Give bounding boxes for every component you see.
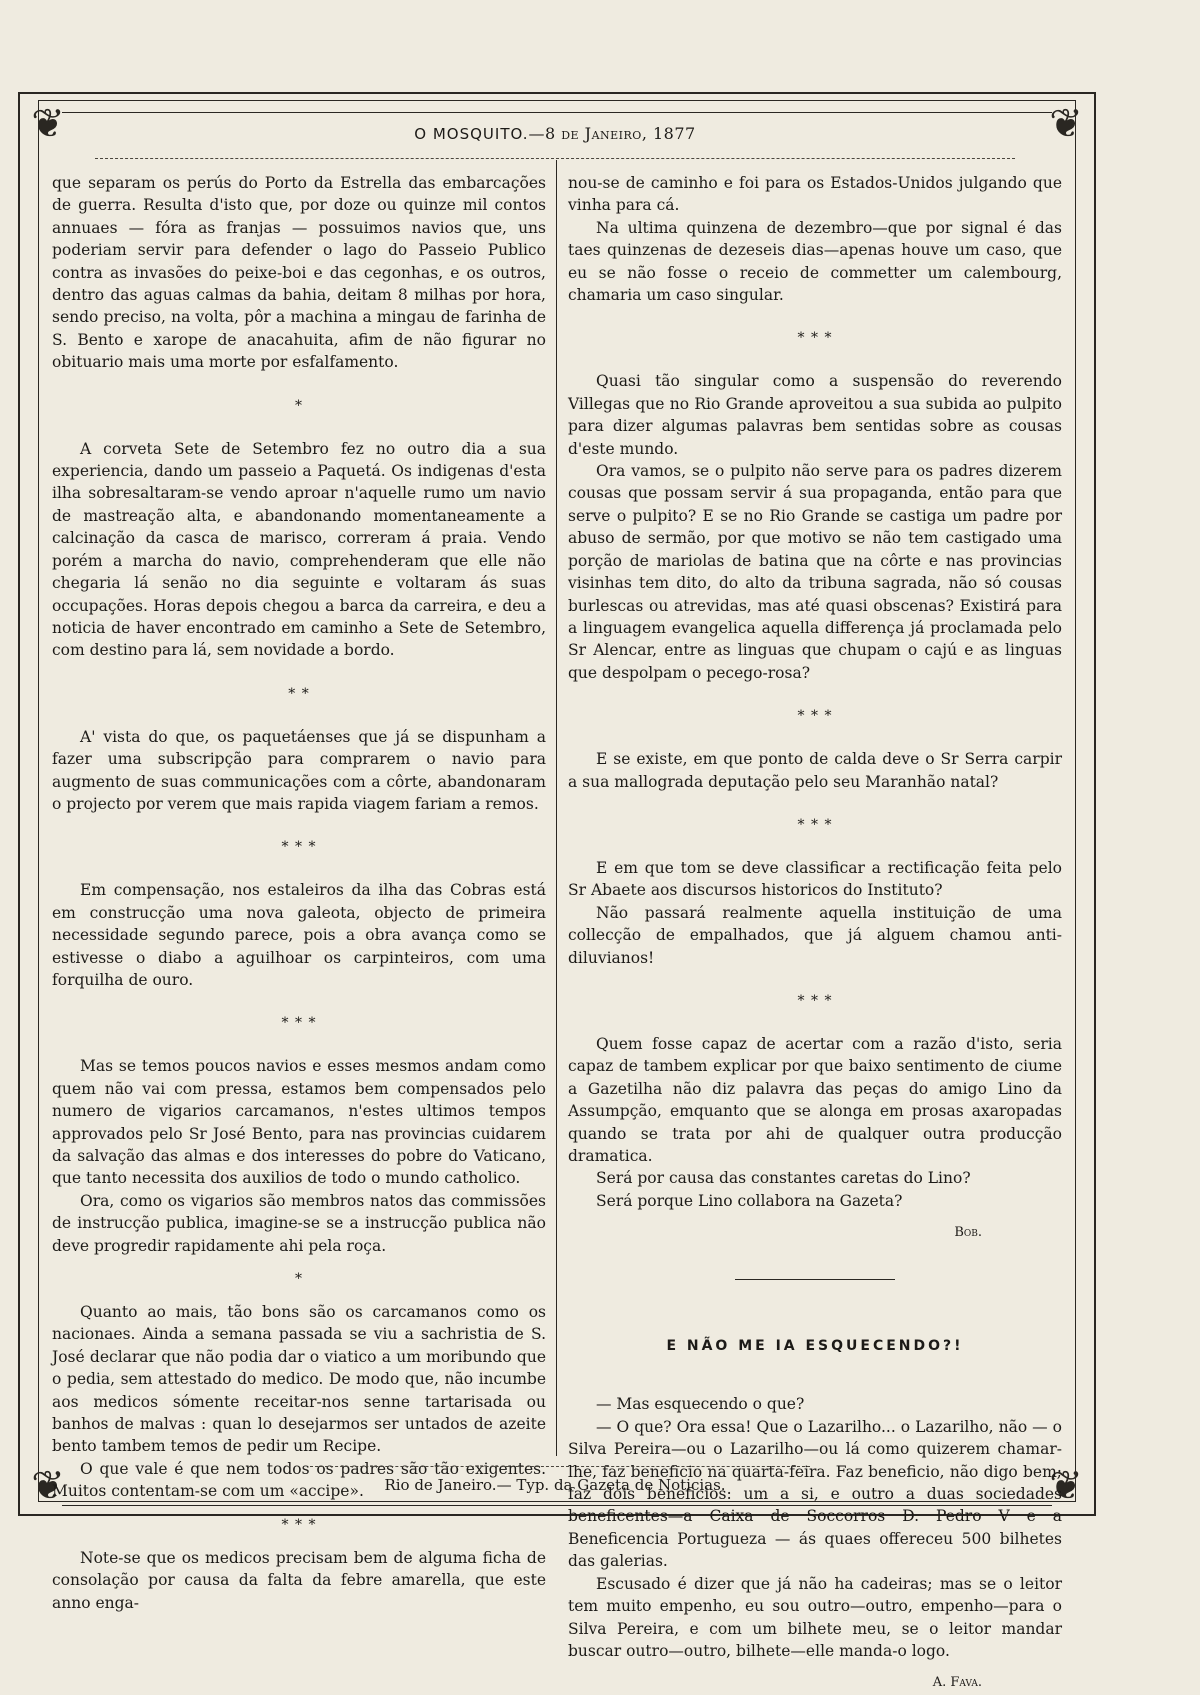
section-ornament: [568, 1269, 1062, 1291]
paragraph: E se existe, em que ponto de calda deve o Sr Serra carpir a sua mallograda deputação pelo seu Maranhão natal?: [568, 750, 1062, 791]
section-heading: E NÃO ME IA ESQUECENDO?!: [666, 1338, 964, 1355]
paragraph: Na ultima quinzena de dezembro—que por signal é das taes quinzenas de dezeseis dias—apenas houve um caso, que eu se não fosse o receio de commetter um calembourg, chamaria um caso singular.: [568, 218, 1062, 305]
corner-ornament-icon: ❦: [1049, 101, 1083, 147]
corner-ornament-icon: ❦: [31, 101, 65, 147]
imprint-footer: Rio de Janeiro.— Typ. da Gazeta de Noticias.: [384, 1476, 726, 1494]
separator-asterisk: * * *: [281, 1015, 317, 1032]
signature: Bob.: [954, 1225, 982, 1241]
paragraph: que separam os perús do Porto da Estrella das embarcações de guerra. Resulta d'isto que, por doze ou quinze mil contos annuaes — fóra as franjas — possuimos navios que, uns poderiam servir para defender o lago do Passeio Publico contra as invasões do peixe-boi e das cegonhas, e os outros, dentro das aguas calmas da bahia, deitam 8 milhas por hora, sendo preciso, na volta, pôr a machina a mingau de farinha de S. Bento e xarope de anacahuita, afim de não figurar no obituario mais uma morte por esfalfamento.: [52, 174, 546, 372]
paragraph: Quem fosse capaz de acertar com a razão d'isto, seria capaz de tambem explicar por que baixo sentimento de ciume a Gazetilha não diz palavra das peças do amigo Lino da Assumpção, emquanto que se alonga em prosas axaropadas quando se trata por ahi de qualquer outra producção dramatica.: [568, 1034, 1062, 1165]
paragraph: A corveta Sete de Setembro fez no outro dia a sua experiencia, dando um passeio a Paquetá. Os indigenas d'esta ilha sobresaltaram-se vendo aproar n'aquelle rumo um navio de mastreação alta, e abandonando momentaneamente a calcinação da casca de marisco, correram á praia. Vendo porém a marcha do navio, comprehenderam que elle não chegaria lá senão no dia seguinte e voltaram ás suas occupações. Horas depois chegou a barca da carreira, e deu a noticia de haver encontrado em caminho a Sete de Setembro, com destino para lá, sem novidade a bordo.: [52, 439, 546, 660]
separator-asterisk: * * *: [797, 992, 833, 1009]
newspaper-title: O MOSQUITO.: [414, 125, 529, 143]
separator-asterisk: * * *: [797, 708, 833, 725]
paragraph: Quasi tão singular como a suspensão do reverendo Villegas que no Rio Grande aproveitou a sua subida ao pulpito para dizer algumas palavras bem sentidas sobre as cousas d'este mundo.: [568, 372, 1062, 458]
corner-ornament-icon: ❦: [1049, 1463, 1083, 1509]
left-column: [52, 172, 546, 1614]
separator-asterisk: *: [295, 397, 303, 414]
paragraph: Quanto ao mais, tão bons são os carcamanos como os nacionaes. Ainda a semana passada se viu a sachristia de S. José declarar que não podia dar o viatico a um moribundo que o pedia, sem attestado do medico. De modo que, não incumbe aos medicos sómente receitar-nos senne tartarisada ou banhos de malvas : quan lo desejarmos ser untados de azeite bento tambem temos de pedir um Recipe.: [52, 1303, 546, 1456]
paragraph: O que vale é que nem todos os padres são tão exigentes. Muitos contentam-se com um «accipe».: [52, 1459, 546, 1501]
paragraph: Em compensação, nos estaleiros da ilha das Cobras está em construcção uma nova galeota, objecto de primeira necessidade segundo parece, pois a obra avança como se estivesse o diabo a aguilhoar os carpinteiros, com uma forquilha de ouro.: [52, 881, 546, 989]
separator-asterisk: * *: [288, 685, 310, 702]
separator-asterisk: * * *: [281, 1516, 317, 1533]
paragraph: Não passará realmente aquella instituição de uma collecção de empalhados, que já alguem chamou anti-diluvianos!: [568, 903, 1062, 967]
paragraph: Escusado é dizer que já não ha cadeiras; mas se o leitor tem muito empenho, eu sou outro—outro, empenho—para o Silva Pereira, e com um bilhete meu, se o leitor mandar buscar outro—outro, bilhete—elle manda-o logo.: [568, 1574, 1062, 1660]
top-rule: [62, 112, 1052, 113]
paragraph: Mas se temos poucos navios e esses mesmos andam como quem não vai com pressa, estamos bem compensados pelo numero de vigarios carcamanos, n'estes ultimos tempos approvados pelo Sr José Bento, para nas provincias cuidarem da salvação das almas e dos interesses do pobre do Vaticano, que tanto necessita dos auxilios de todo o mundo catholico.: [52, 1057, 546, 1188]
header-divider: [95, 150, 1015, 159]
ornament-rule-icon: [735, 1279, 895, 1280]
paragraph: Será porque Lino collabora na Gazeta?: [596, 1191, 903, 1210]
paragraph: nou-se de caminho e foi para os Estados-Unidos julgando que vinha para cá.: [568, 174, 1062, 215]
paragraph: A' vista do que, os paquetáenses que já se dispunham a fazer uma subscripção para comprarem o navio para augmento de suas communicações com a côrte, abandonaram o projecto por verem que mais rapida viagem fariam a remos.: [52, 727, 546, 813]
paragraph: Será por causa das constantes caretas do Lino?: [596, 1169, 971, 1188]
column-divider: [556, 160, 557, 1456]
corner-ornament-icon: ❦: [31, 1463, 65, 1509]
separator-asterisk: * * *: [797, 330, 833, 347]
signature: A. Fava.: [932, 1675, 982, 1691]
paragraph: — O que? Ora essa! Que o Lazarilho... o Lazarilho, não — o Silva Pereira—ou o Lazarilho—ou lá como quizerem chamar-lhe, faz beneficio na quarta-feira. Faz beneficio, não digo bem; faz dois beneficios: um a si, e outro a duas sociedades beneficentes—a Caixa de Soccorros D. Pedro V e a Beneficencia Portugueza — ás quaes offereceu 500 bilhetes das galerias.: [568, 1417, 1062, 1571]
footer-rule: [310, 1466, 810, 1467]
paragraph: E em que tom se deve classificar a rectificação feita pelo Sr Abaete aos discursos historicos do Instituto?: [568, 858, 1062, 900]
paragraph: Ora, como os vigarios são membros natos das commissões de instrucção publica, imagine-se se a instrucção publica não deve progredir rapidamente ahi pela roça.: [52, 1191, 546, 1255]
paragraph: — Mas esquecendo o que?: [596, 1395, 805, 1414]
separator-asterisk: *: [295, 1271, 303, 1288]
separator-asterisk: * * *: [797, 816, 833, 833]
paragraph: Note-se que os medicos precisam bem de alguma ficha de consolação por causa da falta da febre amarella, que este anno enga-: [52, 1548, 546, 1612]
page-header: [40, 124, 1070, 143]
paragraph: Ora vamos, se o pulpito não serve para os padres dizerem cousas que possam servir á sua propaganda, então para que serve o pulpito? E se no Rio Grande se castiga um padre por abuso de sermão, por que motivo se não tem castigado uma porção de mariolas de batina que na côrte e nas provincias visinhas tem dito, do alto da tribuna sagrada, não só cousas burlescas ou atrevidas, mas até quasi obscenas? Existirá para a linguagem evangelica aquella differença já proclamada pelo Sr Alencar, entre as linguas que chupam o cajú e as linguas que despolpam o pecego-rosa?: [568, 462, 1062, 682]
issue-date: —8 de Janeiro, 1877: [528, 124, 696, 143]
separator-asterisk: * * *: [281, 839, 317, 856]
